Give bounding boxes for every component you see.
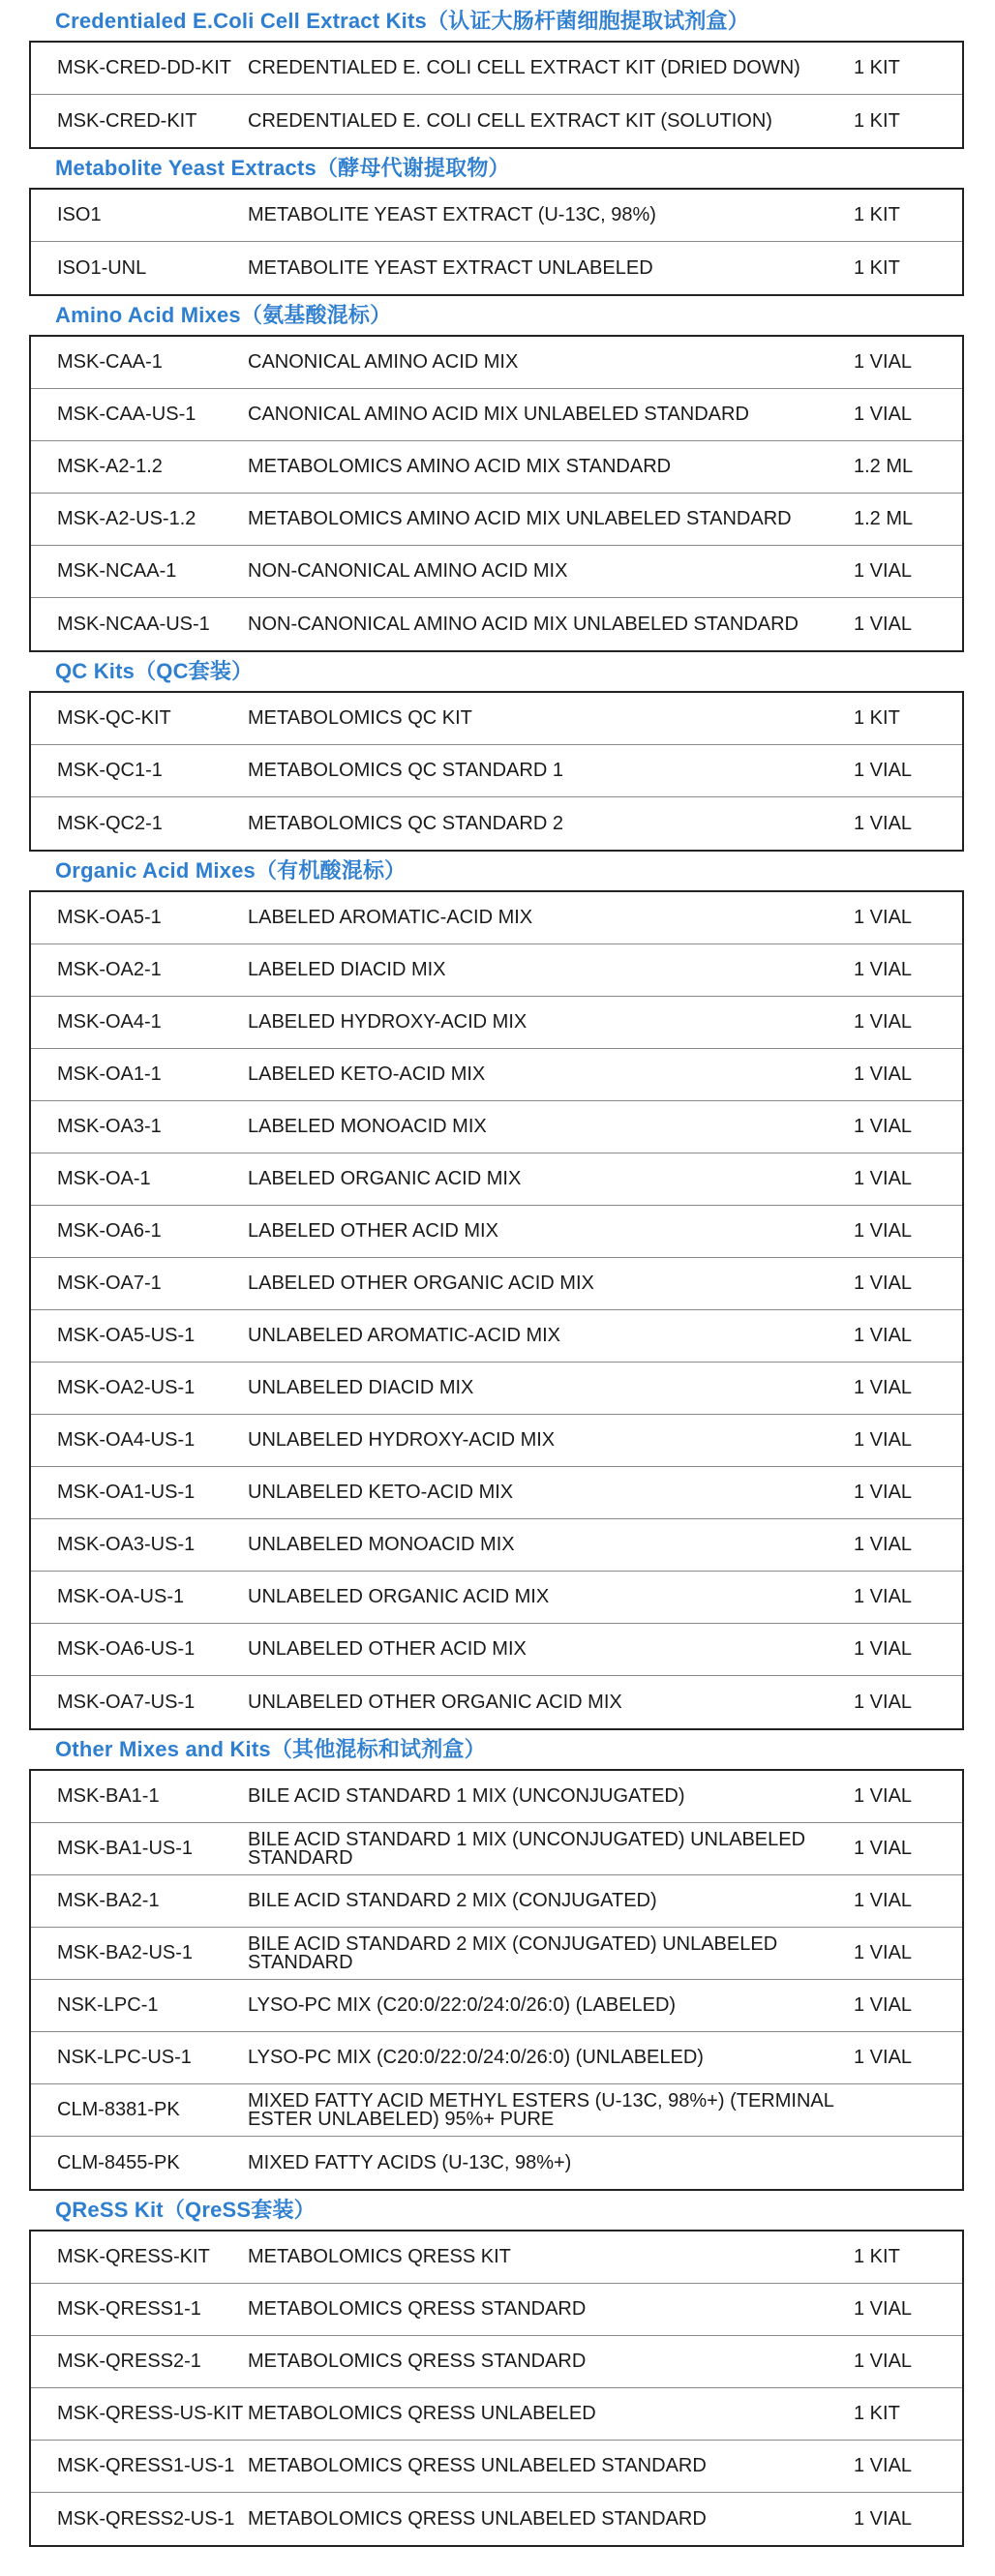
product-code: MSK-OA6-US-1 bbox=[57, 1638, 196, 1660]
product-unit: 1 KIT bbox=[854, 256, 900, 279]
table-row bbox=[31, 1153, 962, 1206]
table-row bbox=[31, 2232, 962, 2284]
table-row bbox=[31, 337, 962, 389]
table-row bbox=[31, 43, 962, 95]
product-code: MSK-QRESS-KIT bbox=[57, 2246, 210, 2267]
table-row bbox=[31, 1624, 962, 1676]
product-unit: 1 VIAL bbox=[854, 1890, 913, 1911]
product-code: MSK-OA-1 bbox=[57, 1168, 151, 1189]
product-description: LABELED MONOACID MIX bbox=[248, 1116, 487, 1137]
section-title-qc-kits: QC Kits（QC套装） bbox=[55, 659, 254, 683]
table-row bbox=[31, 2084, 962, 2137]
product-description: BILE ACID STANDARD 2 MIX (CONJUGATED) UNLABELED STANDARD bbox=[248, 1932, 778, 1973]
product-description: LABELED OTHER ORGANIC ACID MIX bbox=[248, 1273, 594, 1294]
product-description: UNLABELED AROMATIC-ACID MIX bbox=[248, 1325, 561, 1346]
product-description: METABOLOMICS AMINO ACID MIX STANDARD bbox=[248, 456, 672, 477]
table-row bbox=[31, 2284, 962, 2336]
table-row bbox=[31, 892, 962, 944]
product-code: MSK-OA4-1 bbox=[57, 1011, 162, 1033]
table-row bbox=[31, 598, 962, 650]
table-row bbox=[31, 190, 962, 242]
table-row bbox=[31, 2493, 962, 2545]
table-row bbox=[31, 1572, 962, 1624]
product-description: UNLABELED OTHER ACID MIX bbox=[248, 1638, 527, 1660]
product-code: MSK-QRESS2-1 bbox=[57, 2351, 201, 2372]
product-description: LABELED AROMATIC-ACID MIX bbox=[248, 907, 533, 928]
product-description: METABOLOMICS QC KIT bbox=[248, 707, 472, 729]
product-description: LABELED DIACID MIX bbox=[248, 959, 446, 980]
product-description: LABELED OTHER ACID MIX bbox=[248, 1220, 498, 1242]
product-unit: 1 VIAL bbox=[854, 1482, 913, 1503]
product-unit: 1 VIAL bbox=[854, 351, 913, 373]
product-description: METABOLOMICS AMINO ACID MIX UNLABELED STANDARD bbox=[248, 508, 792, 529]
product-code: MSK-OA5-US-1 bbox=[57, 1325, 196, 1346]
product-code: MSK-OA3-1 bbox=[57, 1116, 162, 1137]
product-unit: 1 VIAL bbox=[854, 613, 913, 635]
product-description: METABOLOMICS QRESS STANDARD bbox=[248, 2298, 587, 2320]
table-row bbox=[31, 1676, 962, 1728]
product-unit: 1 KIT bbox=[854, 2246, 900, 2267]
product-code: MSK-QC1-1 bbox=[57, 760, 163, 781]
product-unit: 1 VIAL bbox=[854, 1220, 913, 1242]
table-row bbox=[31, 1049, 962, 1101]
product-description: MIXED FATTY ACIDS (U-13C, 98%+) bbox=[248, 2151, 572, 2173]
product-description: CANONICAL AMINO ACID MIX bbox=[248, 351, 519, 373]
table-row bbox=[31, 242, 962, 294]
product-description: METABOLITE YEAST EXTRACT (U-13C, 98%) bbox=[248, 204, 656, 225]
table-row bbox=[31, 1823, 962, 1875]
product-unit: 1 VIAL bbox=[854, 1377, 913, 1398]
product-unit: 1 KIT bbox=[854, 204, 900, 225]
product-description: UNLABELED HYDROXY-ACID MIX bbox=[248, 1429, 556, 1451]
product-code: MSK-OA3-US-1 bbox=[57, 1534, 196, 1555]
product-description: METABOLOMICS QRESS UNLABELED bbox=[248, 2403, 596, 2424]
product-description: METABOLITE YEAST EXTRACT UNLABELED bbox=[248, 256, 653, 279]
product-code: MSK-OA1-1 bbox=[57, 1063, 162, 1085]
table-row bbox=[31, 546, 962, 598]
table-row bbox=[31, 2137, 962, 2189]
section-title-other-mixes-and-kits: Other Mixes and Kits（其他混标和试剂盒） bbox=[55, 1737, 486, 1761]
product-unit: 1 VIAL bbox=[854, 1994, 913, 2016]
product-description: LABELED ORGANIC ACID MIX bbox=[248, 1168, 522, 1189]
product-code: MSK-OA7-US-1 bbox=[57, 1691, 196, 1713]
table-row bbox=[31, 1363, 962, 1415]
product-code: MSK-OA7-1 bbox=[57, 1273, 162, 1294]
product-code: MSK-OA1-US-1 bbox=[57, 1482, 196, 1503]
product-description: METABOLOMICS QC STANDARD 2 bbox=[248, 812, 563, 834]
product-code: MSK-OA6-1 bbox=[57, 1220, 162, 1242]
table-row bbox=[31, 389, 962, 441]
product-code: ISO1-UNL bbox=[57, 256, 147, 279]
product-code: ISO1 bbox=[57, 204, 102, 225]
product-unit: 1 KIT bbox=[854, 707, 900, 729]
product-unit: 1 VIAL bbox=[854, 1942, 913, 1963]
product-unit: 1 VIAL bbox=[854, 2507, 913, 2530]
product-code: NSK-LPC-1 bbox=[57, 1994, 159, 2016]
table-row bbox=[31, 1467, 962, 1519]
product-description: METABOLOMICS QRESS UNLABELED STANDARD bbox=[248, 2507, 707, 2530]
product-description: NON-CANONICAL AMINO ACID MIX bbox=[248, 560, 568, 582]
product-description: METABOLOMICS QRESS KIT bbox=[248, 2246, 511, 2267]
product-unit: 1 VIAL bbox=[854, 959, 913, 980]
product-unit: 1 VIAL bbox=[854, 560, 913, 582]
product-unit: 1 KIT bbox=[854, 57, 900, 78]
table-row bbox=[31, 2336, 962, 2388]
product-unit: 1 VIAL bbox=[854, 1325, 913, 1346]
table-row bbox=[31, 95, 962, 147]
product-code: MSK-A2-US-1.2 bbox=[57, 508, 196, 529]
product-description: UNLABELED KETO-ACID MIX bbox=[248, 1482, 514, 1503]
product-code: MSK-BA2-1 bbox=[57, 1890, 160, 1911]
product-unit: 1 VIAL bbox=[854, 1116, 913, 1137]
section-title-qress-kit: QReSS Kit（QreSS套装） bbox=[55, 2198, 316, 2222]
table-row bbox=[31, 797, 962, 850]
table-row bbox=[31, 1310, 962, 1363]
table-row bbox=[31, 944, 962, 997]
product-unit: 1 VIAL bbox=[854, 760, 913, 781]
product-description: UNLABELED DIACID MIX bbox=[248, 1377, 474, 1398]
product-description: UNLABELED ORGANIC ACID MIX bbox=[248, 1586, 550, 1607]
section-title-metabolite-yeast-extracts: Metabolite Yeast Extracts（酵母代谢提取物） bbox=[55, 156, 510, 180]
product-code: MSK-CRED-KIT bbox=[57, 109, 197, 132]
table-row bbox=[31, 1415, 962, 1467]
table-row bbox=[31, 997, 962, 1049]
table-row bbox=[31, 1771, 962, 1823]
product-unit: 1 KIT bbox=[854, 2403, 900, 2424]
table-row bbox=[31, 1258, 962, 1310]
product-code: MSK-OA4-US-1 bbox=[57, 1429, 196, 1451]
product-code: MSK-CAA-US-1 bbox=[57, 404, 196, 425]
product-unit: 1 VIAL bbox=[854, 1011, 913, 1033]
product-unit: 1 KIT bbox=[854, 109, 900, 132]
table-row bbox=[31, 2388, 962, 2441]
table-row bbox=[31, 1928, 962, 1980]
product-unit: 1 VIAL bbox=[854, 2351, 913, 2372]
product-code: MSK-CRED-DD-KIT bbox=[57, 57, 231, 78]
table-row bbox=[31, 693, 962, 745]
product-unit: 1 VIAL bbox=[854, 2455, 913, 2476]
table-row bbox=[31, 1875, 962, 1928]
product-description: CANONICAL AMINO ACID MIX UNLABELED STANDARD bbox=[248, 404, 749, 425]
product-unit: 1.2 ML bbox=[854, 508, 914, 529]
product-unit: 1 VIAL bbox=[854, 812, 913, 834]
product-description: MIXED FATTY ACID METHYL ESTERS (U-13C, 98%+) (TERMINAL ESTER UNLABELED) 95%+ PURE bbox=[248, 2089, 834, 2130]
product-description: BILE ACID STANDARD 1 MIX (UNCONJUGATED) UNLABELED STANDARD bbox=[248, 1828, 806, 1869]
product-unit: 1 VIAL bbox=[854, 1063, 913, 1085]
product-code: MSK-BA1-US-1 bbox=[57, 1838, 194, 1859]
product-description: LYSO-PC MIX (C20:0/22:0/24:0/26:0) (LABELED) bbox=[248, 1994, 677, 2016]
product-code: NSK-LPC-US-1 bbox=[57, 2047, 192, 2068]
table-row bbox=[31, 1206, 962, 1258]
table-row bbox=[31, 494, 962, 546]
product-code: MSK-OA5-1 bbox=[57, 907, 162, 928]
product-table-other-mixes-and-kits bbox=[29, 1769, 964, 2191]
product-table-amino-acid-mixes bbox=[29, 335, 964, 652]
product-description: LABELED KETO-ACID MIX bbox=[248, 1063, 486, 1085]
product-description: LABELED HYDROXY-ACID MIX bbox=[248, 1011, 528, 1033]
product-unit: 1 VIAL bbox=[854, 1168, 913, 1189]
product-table-metabolite-yeast-extracts bbox=[29, 188, 964, 296]
product-code: MSK-QRESS-US-KIT bbox=[57, 2403, 244, 2424]
product-description: CREDENTIALED E. COLI CELL EXTRACT KIT (DRIED DOWN) bbox=[248, 57, 800, 78]
table-row bbox=[31, 1980, 962, 2032]
product-unit: 1 VIAL bbox=[854, 1429, 913, 1451]
product-unit: 1 VIAL bbox=[854, 907, 913, 928]
product-code: MSK-A2-1.2 bbox=[57, 456, 163, 477]
table-row bbox=[31, 2032, 962, 2084]
product-table-qc-kits bbox=[29, 691, 964, 852]
product-code: MSK-QRESS1-1 bbox=[57, 2298, 201, 2320]
product-description: CREDENTIALED E. COLI CELL EXTRACT KIT (SOLUTION) bbox=[248, 109, 772, 132]
product-description: METABOLOMICS QRESS UNLABELED STANDARD bbox=[248, 2455, 707, 2476]
product-unit: 1.2 ML bbox=[854, 456, 914, 477]
product-code: MSK-BA1-1 bbox=[57, 1785, 160, 1807]
product-description: BILE ACID STANDARD 2 MIX (CONJUGATED) bbox=[248, 1890, 657, 1911]
product-code: CLM-8455-PK bbox=[57, 2151, 180, 2173]
product-code: MSK-QRESS2-US-1 bbox=[57, 2507, 235, 2530]
product-table-qress-kit bbox=[29, 2230, 964, 2547]
table-row bbox=[31, 1101, 962, 1153]
table-row bbox=[31, 441, 962, 494]
product-description: NON-CANONICAL AMINO ACID MIX UNLABELED STANDARD bbox=[248, 613, 799, 635]
product-unit: 1 VIAL bbox=[854, 1691, 913, 1713]
table-row bbox=[31, 745, 962, 797]
product-code: MSK-NCAA-US-1 bbox=[57, 613, 210, 635]
table-row bbox=[31, 2441, 962, 2493]
product-description: LYSO-PC MIX (C20:0/22:0/24:0/26:0) (UNLABELED) bbox=[248, 2047, 704, 2068]
product-unit: 1 VIAL bbox=[854, 1586, 913, 1607]
section-title-organic-acid-mixes: Organic Acid Mixes（有机酸混标） bbox=[55, 858, 407, 883]
product-code: MSK-CAA-1 bbox=[57, 351, 163, 373]
product-description: METABOLOMICS QRESS STANDARD bbox=[248, 2351, 587, 2372]
product-code: MSK-QC-KIT bbox=[57, 707, 171, 729]
product-code: MSK-QRESS1-US-1 bbox=[57, 2455, 235, 2476]
product-unit: 1 VIAL bbox=[854, 2047, 913, 2068]
product-table-organic-acid-mixes bbox=[29, 890, 964, 1730]
section-title-credentialed-e-coli-cell-extract-kits: Credentialed E.Coli Cell Extract Kits（认证大肠杆菌细胞提取试剂盒） bbox=[55, 9, 749, 33]
product-description: METABOLOMICS QC STANDARD 1 bbox=[248, 760, 563, 781]
product-code: MSK-OA-US-1 bbox=[57, 1586, 185, 1607]
table-row bbox=[31, 1519, 962, 1572]
product-unit: 1 VIAL bbox=[854, 1273, 913, 1294]
product-unit: 1 VIAL bbox=[854, 1785, 913, 1807]
product-code: MSK-OA2-1 bbox=[57, 959, 162, 980]
product-code: MSK-BA2-US-1 bbox=[57, 1942, 194, 1963]
section-title-amino-acid-mixes: Amino Acid Mixes（氨基酸混标） bbox=[55, 303, 392, 327]
product-description: UNLABELED MONOACID MIX bbox=[248, 1534, 515, 1555]
product-code: MSK-OA2-US-1 bbox=[57, 1377, 196, 1398]
product-unit: 1 VIAL bbox=[854, 404, 913, 425]
product-description: BILE ACID STANDARD 1 MIX (UNCONJUGATED) bbox=[248, 1785, 685, 1807]
product-unit: 1 VIAL bbox=[854, 1534, 913, 1555]
product-code: MSK-NCAA-1 bbox=[57, 560, 177, 582]
product-description: UNLABELED OTHER ORGANIC ACID MIX bbox=[248, 1691, 622, 1713]
product-code: CLM-8381-PK bbox=[57, 2099, 180, 2120]
product-unit: 1 VIAL bbox=[854, 1838, 913, 1859]
product-unit: 1 VIAL bbox=[854, 1638, 913, 1660]
product-code: MSK-QC2-1 bbox=[57, 812, 163, 834]
product-table-credentialed-e-coli-cell-extract-kits bbox=[29, 41, 964, 149]
product-unit: 1 VIAL bbox=[854, 2298, 913, 2320]
